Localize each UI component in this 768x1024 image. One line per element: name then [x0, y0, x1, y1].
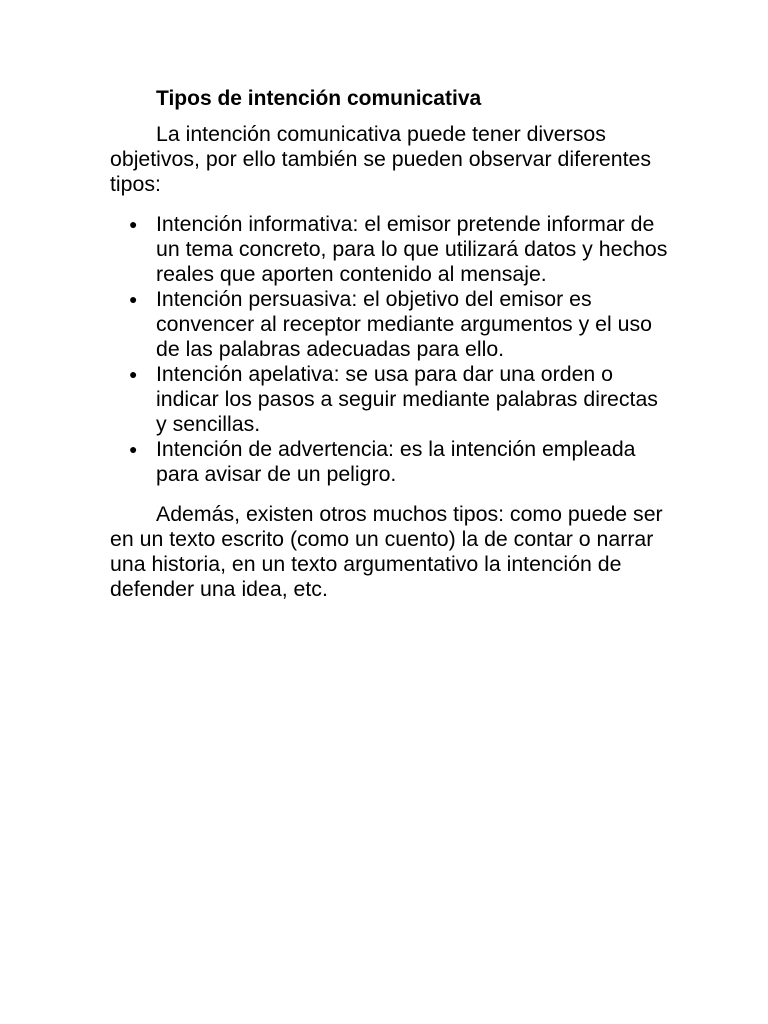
- list-item-text: Intención informativa: el emisor pretende informar de un tema concreto, para lo que utilizará datos y hechos reales que aporten contenido al mensaje.: [156, 212, 668, 286]
- section-title: Tipos de intención comunicativa: [156, 87, 482, 110]
- list-item-text: Intención apelativa: se usa para dar una orden o indicar los pasos a seguir mediante palabras directas y sencillas.: [156, 362, 658, 436]
- list-item: [110, 362, 670, 437]
- intention-types-list: [110, 212, 670, 487]
- bullet-icon: ●: [129, 441, 138, 457]
- bullet-icon: ●: [129, 216, 138, 232]
- list-item: [110, 287, 670, 362]
- list-item: [110, 212, 670, 287]
- intro-paragraph: La intención comunicativa puede tener diversos objetivos, por ello también se pueden observar diferentes tipos:: [110, 122, 652, 196]
- bullet-icon: ●: [129, 291, 138, 307]
- list-item: [110, 437, 670, 487]
- document-body: [110, 86, 670, 602]
- list-item-text: Intención de advertencia: es la intención empleada para avisar de un peligro.: [156, 437, 636, 486]
- bullet-icon: ●: [129, 366, 138, 382]
- closing-paragraph: Además, existen otros muchos tipos: como puede ser en un texto escrito (como un cuento) la de contar o narrar una historia, en un texto argumentativo la intención de defender una idea, etc.: [110, 502, 663, 601]
- list-item-text: Intención persuasiva: el objetivo del emisor es convencer al receptor mediante argumentos y el uso de las palabras adecuadas para ello.: [156, 287, 653, 361]
